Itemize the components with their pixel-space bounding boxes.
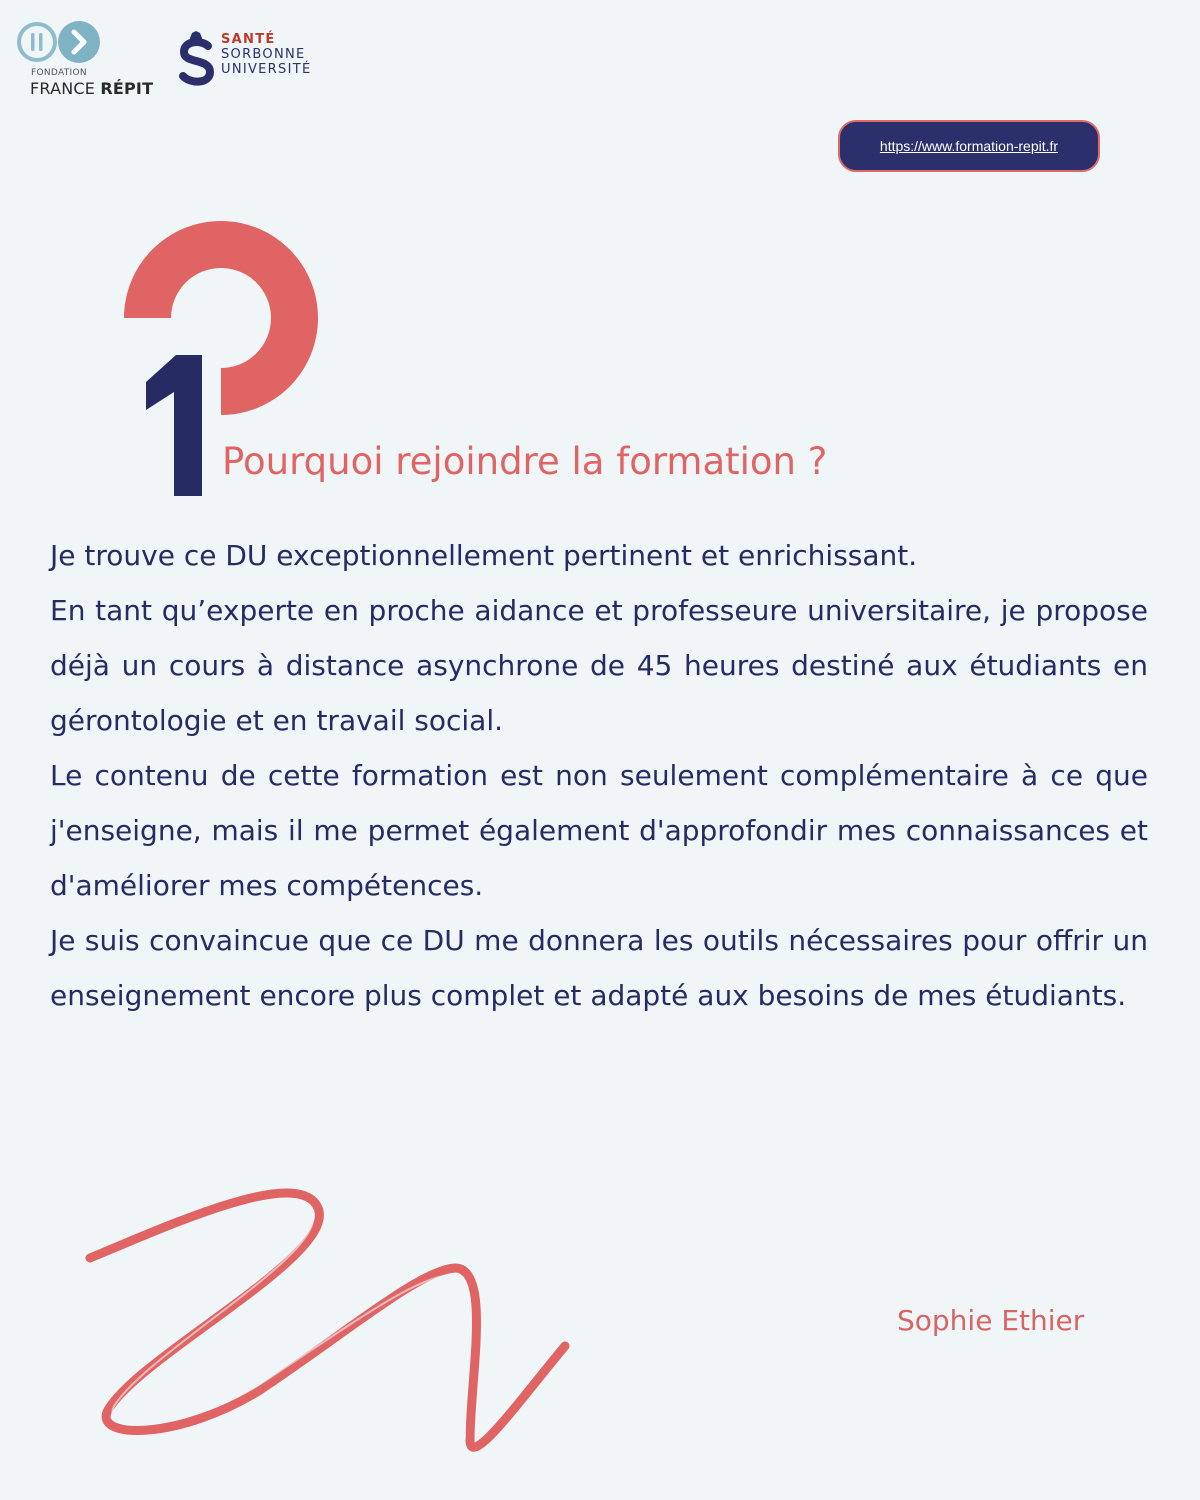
sorbonne-line-universite: UNIVERSITÉ [221,62,312,77]
paragraph: Le contenu de cette formation est non seulement complémentaire à ce que j'enseigne, mais il me permet également d'approfondir mes connaissances et d'améliorer mes compétences. [50,759,1148,902]
author-signature: Sophie Ethier [897,1304,1085,1337]
paragraph: Je suis convaincue que ce DU me donnera les outils nécessaires pour offrir un enseignement encore plus complet et adapté aux besoins de mes étudiants. [50,924,1148,1012]
sorbonne-line-sante: SANTÉ [221,32,276,47]
sorbonne-line-sorbonne: SORBONNE [221,47,306,62]
paragraph: Je trouve ce DU exceptionnellement pertinent et enrichissant. [50,539,918,572]
website-link[interactable]: https://www.formation-repit.fr [838,120,1100,172]
paragraph: En tant qu’experte en proche aidance et professeure universitaire, je propose déjà un cours à distance asynchrone de 45 heures destiné aux étudiants en gérontologie et en travail social. [50,594,1148,737]
repit-logo-small-text: FONDATION [31,68,87,78]
testimonial-text [50,528,1148,1023]
number-one-shape [146,355,202,496]
section-heading: Pourquoi rejoindre la formation ? [222,440,828,483]
scribble-decoration [90,1193,565,1447]
repit-logo-name: FRANCE RÉPIT [30,79,154,98]
